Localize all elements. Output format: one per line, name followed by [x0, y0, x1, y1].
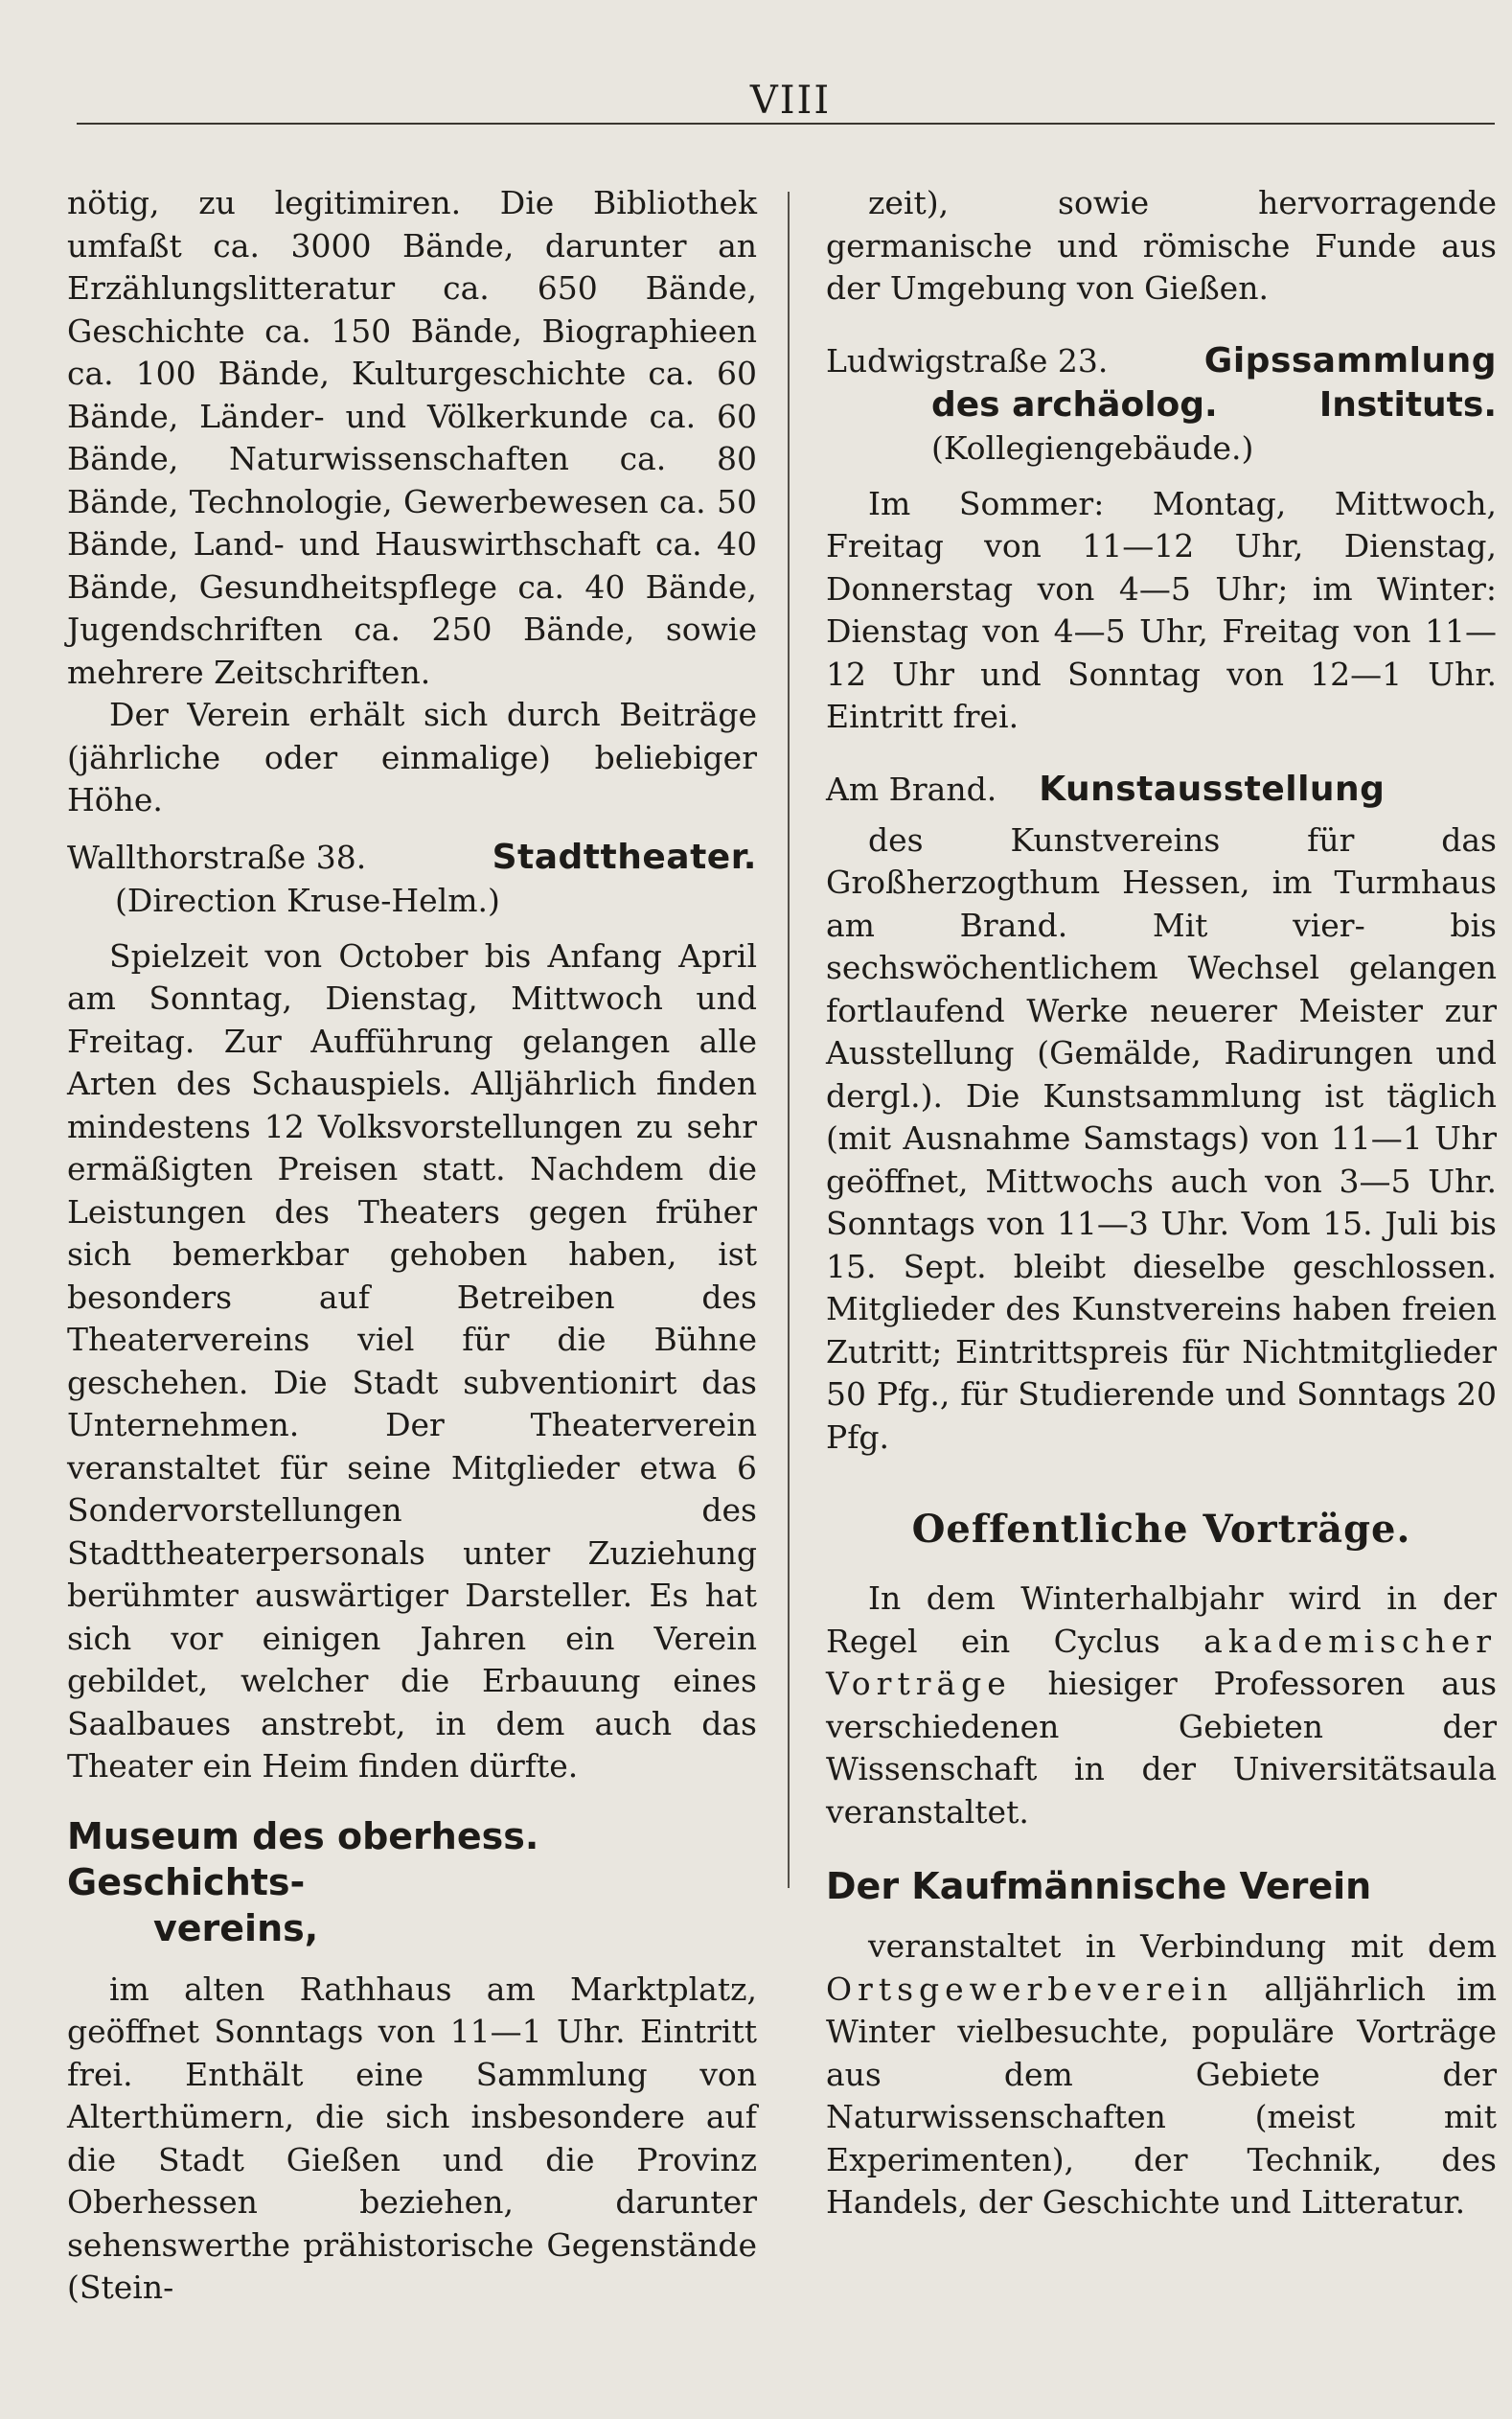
verein-paragraph: Der Verein erhält sich durch Beiträge (jährliche oder einmalige) beliebiger Höhe. — [67, 696, 757, 818]
gips-title-cont — [826, 383, 1497, 427]
kaufm-paragraph — [826, 1925, 1497, 2224]
gips-title: Gipssammlung — [1203, 340, 1497, 380]
stadttheater-title: Stadttheater. — [492, 837, 757, 877]
gips-title-part1: des archäolog. — [931, 384, 1218, 425]
gips-title-part2: Instituts. — [1318, 384, 1497, 425]
museum-title-cont: vereins, — [153, 1906, 319, 1949]
column-divider — [788, 192, 790, 1888]
vortraege-heading: Oeffentliche Vorträge. — [911, 1507, 1411, 1552]
header-rule — [77, 123, 1495, 125]
vortraege-text-b: hiesiger Professoren aus verschiedenen Gebieten der Wissenschaft in der Universitätsaula veranstaltet. — [826, 1665, 1497, 1831]
gips-subtitle: (Kollegiengebäude.) — [931, 428, 1254, 467]
gips-address: Ludwigstraße 23. — [826, 341, 1109, 380]
stadttheater-heading — [67, 836, 757, 880]
page-number: VIII — [749, 79, 832, 123]
vortraege-paragraph — [826, 1578, 1497, 1833]
gips-heading — [826, 339, 1497, 383]
left-column — [67, 182, 757, 2310]
right-column — [826, 182, 1497, 2224]
vortraege-spaced: akademischer Vorträge — [826, 1622, 1497, 1702]
kaufm-text-b: alljährlich im Winter vielbesuchte, populäre Vorträge aus dem Gebiete der Naturwissenschaften (meist mit Experimenten), der Technik, des Handels, der Geschichte und Litteratur. — [826, 1970, 1497, 2221]
stadttheater-subtitle: (Direction Kruse-Helm.) — [115, 881, 500, 919]
library-paragraph: nötig, zu legitimiren. Die Bibliothek umfaßt ca. 3000 Bände, darunter an Erzählungslitteratur ca. 650 Bände, Geschichte ca. 150 Bände, Biographieen ca. 100 Bände, Kulturgeschichte ca. 60 Bände, Länder- und Völkerkunde ca. 60 Bände, Naturwissenschaften ca. 80 Bände, Technologie, Gewerbewesen ca. 50 Bände, Land- und Hauswirthschaft ca. 40 Bände, Gesundheitspflege ca. 40 Bände, Jugendschriften ca. 250 Bände, sowie mehrere Zeitschriften. — [67, 184, 757, 691]
museum-paragraph: im alten Rathhaus am Marktplatz, geöffnet Sonntags von 11—1 Uhr. Eintritt frei. Enthält eine Sammlung von Alterthümern, die sich insbesondere auf die Stadt Gießen und die Provinz Oberhessen beziehen, darunter sehenswerthe prähistorische Gegenstände (Stein- — [67, 1970, 757, 2306]
kunst-address: Am Brand. — [826, 770, 997, 808]
museum-title: Museum des oberhess. Geschichts- — [67, 1814, 539, 1903]
kaufm-heading: Der Kaufmännische Verein — [826, 1865, 1372, 1907]
stadttheater-paragraph: Spielzeit von October bis Anfang April am Sonntag, Dienstag, Mittwoch und Freitag. Zur Aufführung gelangen alle Arten des Schauspiels. Alljährlich finden mindestens 12 Volksvorstellungen zu sehr ermäßigten Preisen statt. Nachdem die Leistungen des Theaters gegen früher sich bemerkbar gehoben haben, ist besonders auf Betreiben des Theatervereins viel für die Bühne geschehen. Die Stadt subventionirt das Unternehmen. Der Theaterverein veranstaltet für seine Mitglieder etwa 6 Sondervorstellungen des Stadttheaterpersonals unter Zuziehung berühmter auswärtiger Darsteller. Es hat sich vor einigen Jahren ein Verein gebildet, welcher die Erbauung eines Saalbaues anstrebt, in dem auch das Theater ein Heim finden dürfte. — [67, 936, 757, 1785]
stadttheater-address: Wallthorstraße 38. — [67, 838, 367, 876]
kunst-heading — [826, 768, 1497, 812]
vortraege-text-a: In dem Winterhalbjahr wird in der Regel ein Cyclus — [826, 1579, 1497, 1660]
kaufm-spaced: Ortsgewerbeverein — [826, 1970, 1234, 2008]
kunst-title: Kunstausstellung — [1039, 769, 1386, 809]
kunst-paragraph: des Kunstvereins für das Großherzogthum Hessen, im Turmhaus am Brand. Mit vier- bis sechswöchentlichem Wechsel gelangen fortlaufend Werke neuerer Meister zur Ausstellung (Gemälde, Radirungen und dergl.). Die Kunstsammlung ist täglich (mit Ausnahme Samstags) von 11—1 Uhr geöffnet, Mittwochs auch von 3—5 Uhr. Sonntags von 11—3 Uhr. Vom 15. Juli bis 15. Sept. bleibt dieselbe geschlossen. Mitglieder des Kunstvereins haben freien Zutritt; Eintrittspreis für Nichtmitglieder 50 Pfg., für Studierende und Sonntags 20 Pfg. — [826, 820, 1497, 1456]
gips-paragraph: Im Sommer: Montag, Mittwoch, Freitag von 11—12 Uhr, Dienstag, Donnerstag von 4—5 Uhr; im Winter: Dienstag von 4—5 Uhr, Freitag von 11—12 Uhr und Sonntag von 12—1 Uhr. Eintritt frei. — [826, 484, 1497, 735]
kaufm-text-a: veranstaltet in Verbindung mit dem — [868, 1927, 1497, 1965]
museum-continuation: zeit), sowie hervorragende germanische und römische Funde aus der Umgebung von Gießen. — [826, 184, 1497, 307]
